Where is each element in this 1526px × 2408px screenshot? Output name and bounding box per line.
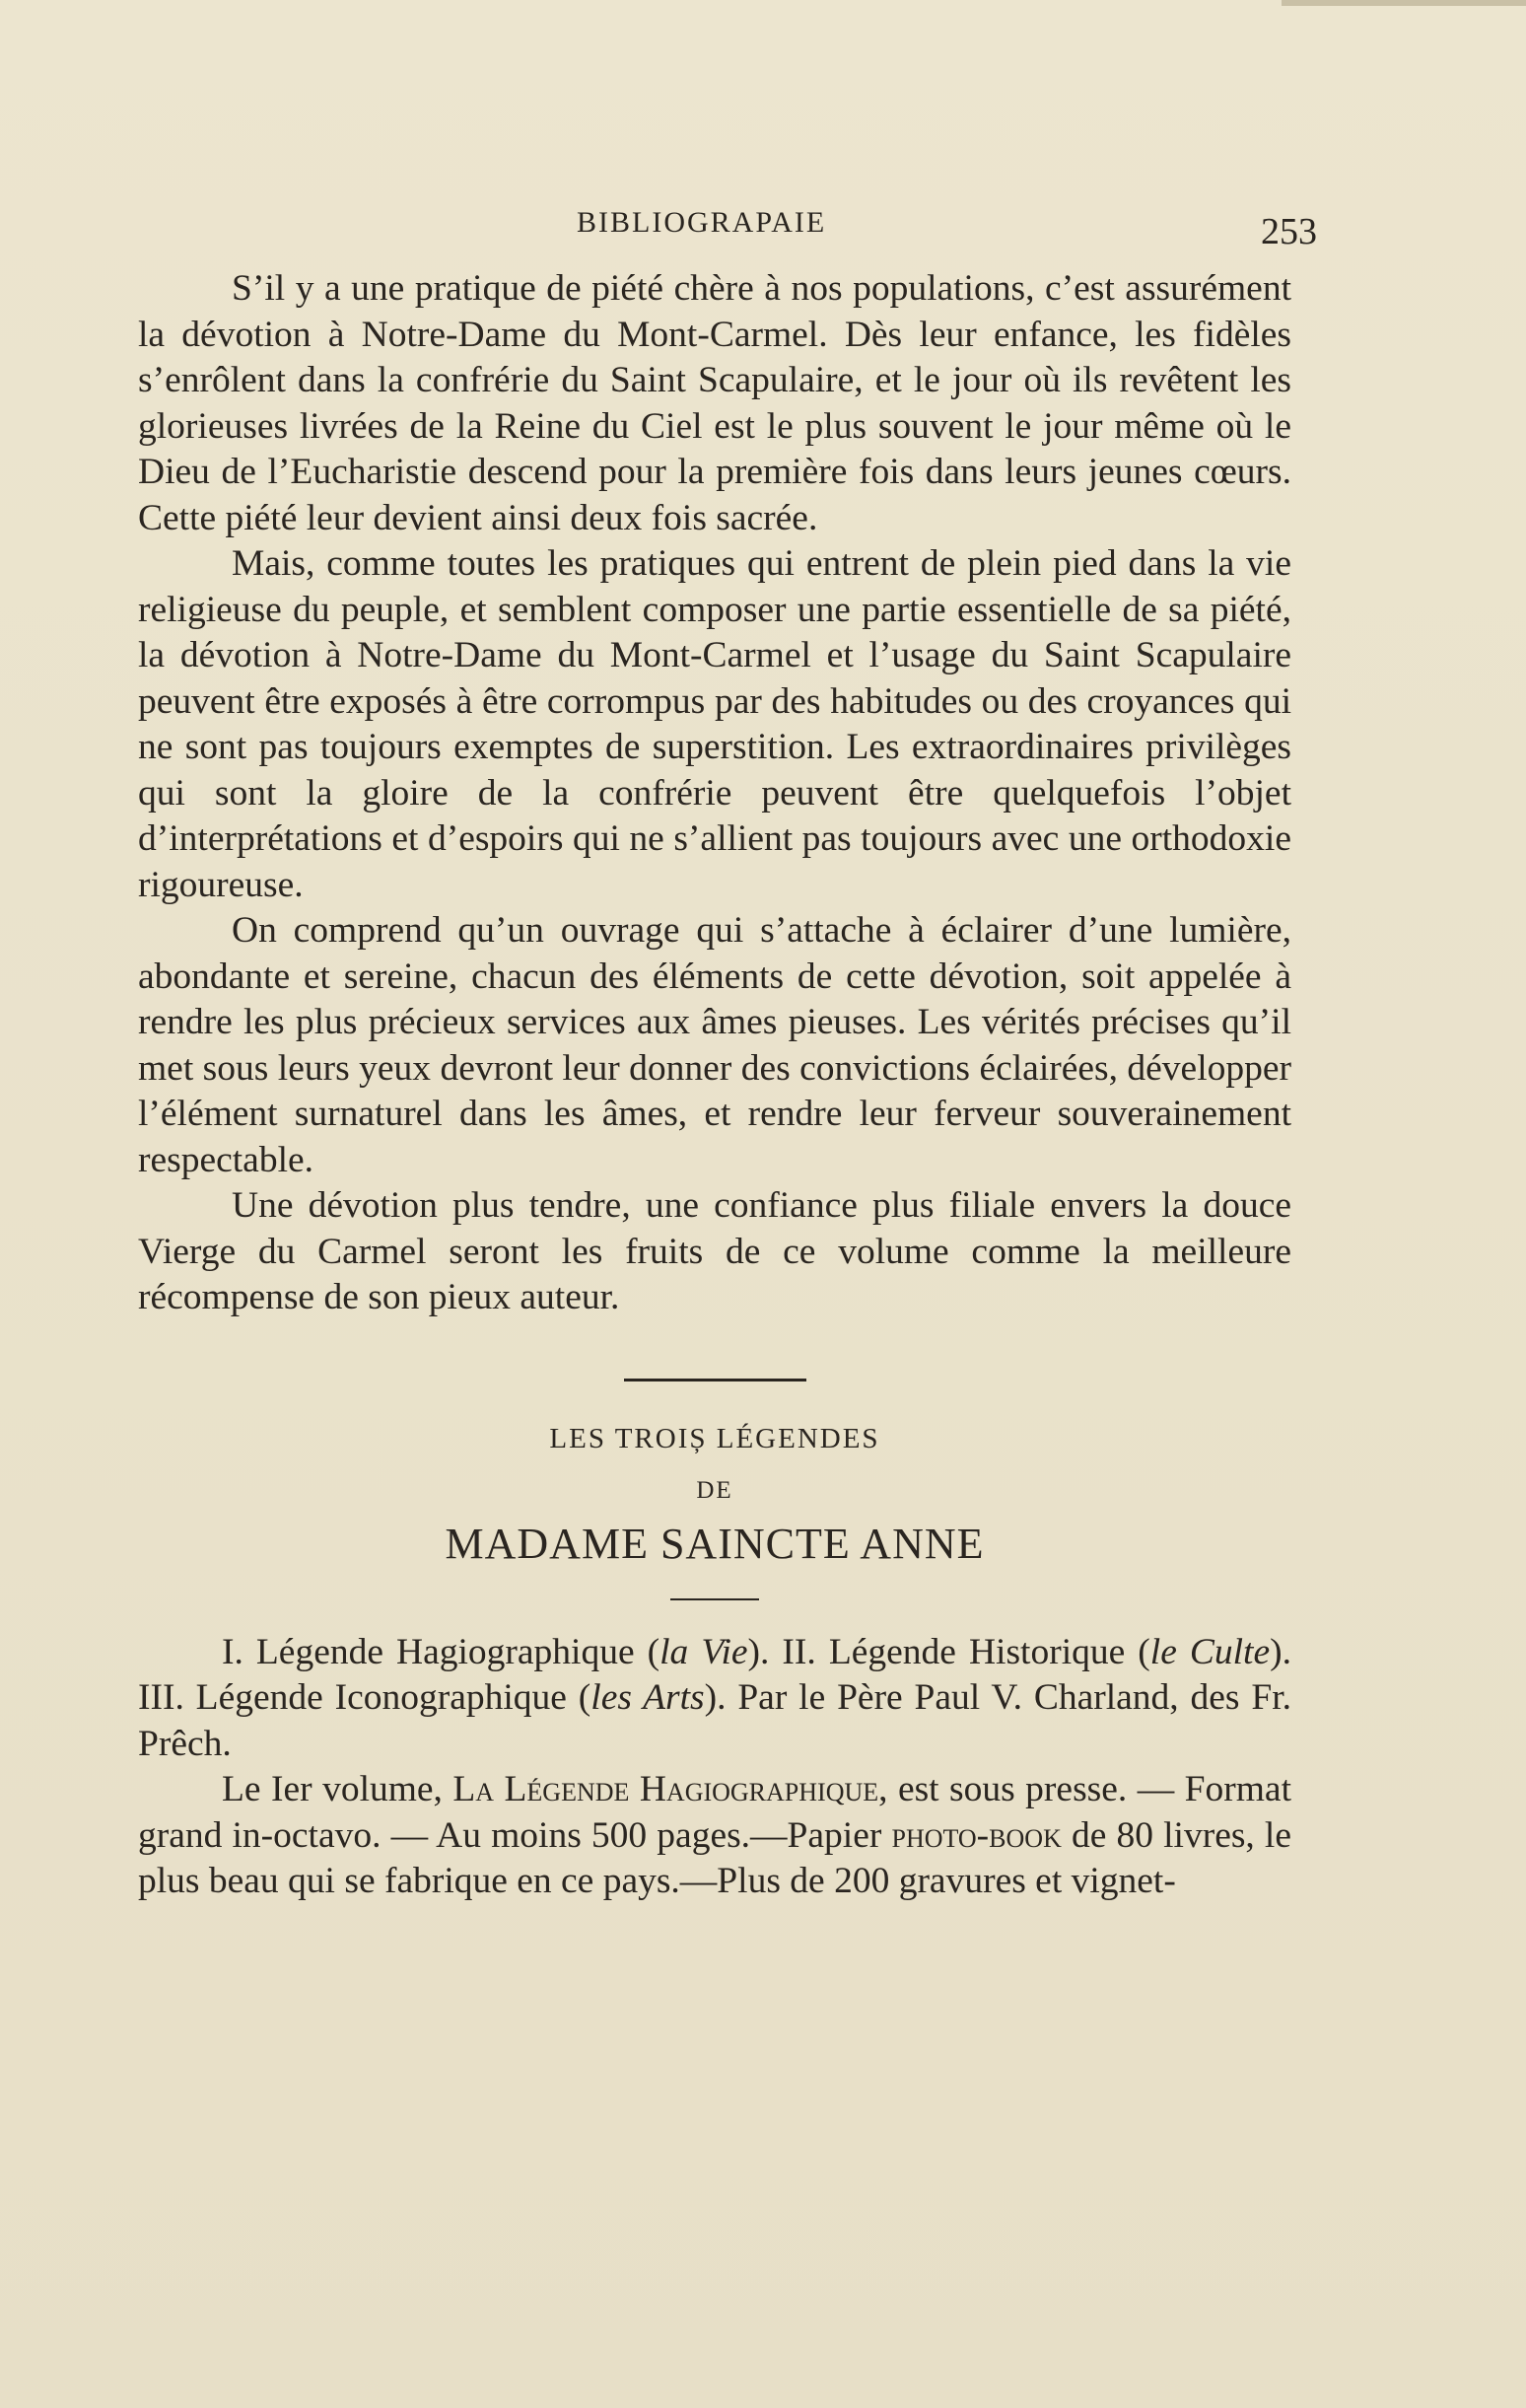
paragraph-2: Mais, comme toutes les pratiques qui entrent de plein pied dans la vie religieuse du peuple, et semblent composer une partie essentielle de sa piété, la dévotion à Notre-Dame du Mont-Carmel et l’usage du Saint Scapulaire peuvent être exposés à être corrompus par des habitudes ou des croyances qui ne sont pas toujours exemptes de superstition. Les extraordinaires privilèges qui sont la gloire de la confrérie peuvent être quelquefois l’objet d’interprétations et d’espoirs qui ne s’allient pas toujours avec une orthodoxie rigoureuse. (138, 543, 1291, 905)
heading-line-1: LES TROIȘ LÉGENDES (549, 1422, 880, 1454)
heading-rule (670, 1598, 759, 1600)
notice-text: ). II. Légende Historique ( (747, 1631, 1150, 1672)
notice-italic: la Vie (659, 1631, 748, 1672)
notice-text: ). Par le Père Paul V. Charland, des Fr. Prêch. (138, 1677, 1291, 1764)
notice-italic: le Culte (1149, 1631, 1271, 1672)
notice-paragraph-1 (138, 1630, 1291, 1768)
section-divider (624, 1379, 806, 1381)
heading-line-3: MADAME SAINCTE ANNE (445, 1519, 985, 1568)
heading-line-2: DE (696, 1476, 733, 1504)
paragraph-3: On comprend qu’un ouvrage qui s’attache à éclairer d’une lumière, abondante et sereine, chacun des éléments de cette dévotion, soit appelée à rendre les plus précieux services aux âmes pieuses. Les vérités précises qu’il met sous leurs yeux devront leur donner des convictions éclairées, développer l’élément surnaturel dans les âmes, et rendre leur ferveur souverainement respectable. (138, 910, 1291, 1180)
section-heading (138, 1419, 1291, 1571)
notice-paragraph-2 (138, 1767, 1291, 1905)
notice-italic: les Arts (590, 1677, 705, 1718)
paragraph-4: Une dévotion plus tendre, une confiance plus filiale envers la douce Vierge du Carmel seront les fruits de ce volume comme la meilleure récompense de son pieux auteur. (138, 1185, 1291, 1317)
notice-text: ). III. Légende Iconographique ( (138, 1631, 1291, 1718)
book-notice (138, 1630, 1291, 1905)
page-number: 253 (1261, 211, 1317, 252)
page-body (138, 266, 1291, 1905)
paragraph-1: S’il y a une pratique de piété chère à nos populations, c’est assurément la dévotion à Notre-Dame du Mont-Carmel. Dès leur enfance, les fidèles s’enrôlent dans la confrérie du Saint Scapulaire, et le jour où ils revêtent les glorieuses livrées de la Reine du Ciel est le plus souvent le jour même où le Dieu de l’Eucharistie descend pour la première fois dans leurs jeunes cœurs. Cette piété leur devient ainsi deux fois sacrée. (138, 268, 1291, 538)
page-header (138, 202, 1321, 261)
notice-smallcaps: La Légende Hagiographique (452, 1769, 879, 1809)
notice-text: , est sous presse. — Format grand in-octavo. — Au moins 500 pages.—Papier (138, 1769, 1291, 1856)
notice-text: Le Ier volume, (222, 1769, 453, 1809)
notice-text: de 80 livres, le plus beau qui se fabrique en ce pays.—Plus de 200 gravures et vignet- (138, 1814, 1291, 1901)
running-title: BIBLIOGRAPAIE (577, 206, 827, 239)
page-edge-rule (1282, 0, 1526, 6)
notice-smallcaps: photo-book (891, 1814, 1062, 1856)
notice-text: I. Légende Hagiographique ( (222, 1631, 660, 1672)
